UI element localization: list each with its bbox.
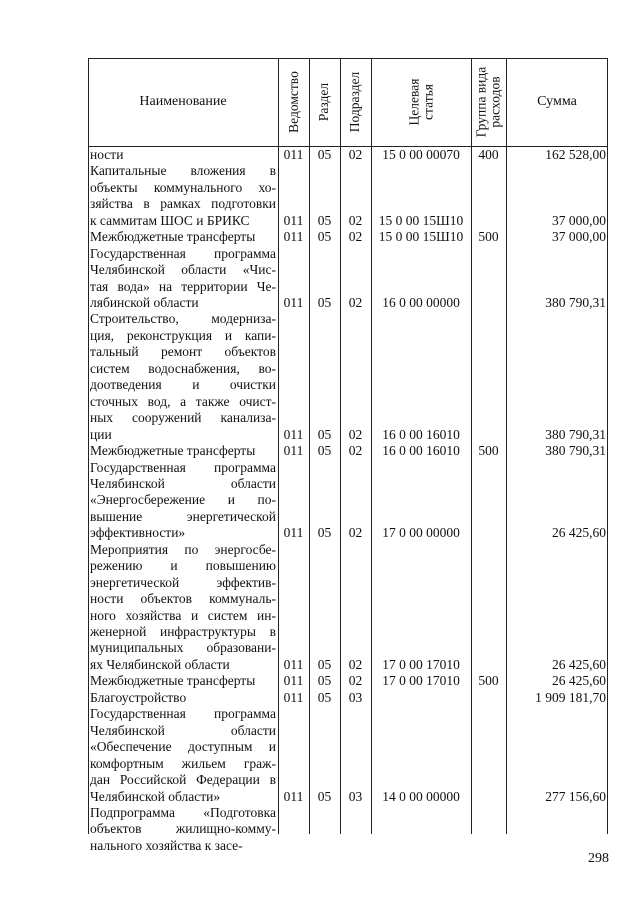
header-celevaya: Целевая статья [406, 78, 435, 126]
name-line: Строительство, модерниза- [90, 311, 276, 327]
name-line: Челябинской области [90, 475, 276, 491]
name-line: объекты коммунального хо- [90, 179, 276, 195]
cell-razdel: 05 [317, 295, 332, 311]
cell-summa: 1 909 181,70 [535, 689, 606, 705]
header-podrazdel: Подраздел [347, 71, 363, 133]
cell-celevaya: 15 0 00 15Ш10 [378, 229, 464, 245]
cell-ved: 011 [283, 146, 304, 162]
cell-podrazdel: 02 [348, 212, 363, 228]
cell-summa: 380 790,31 [545, 295, 606, 311]
row-name [90, 229, 276, 245]
name-line: Межбюджетные трансферты [90, 673, 256, 689]
cell-podrazdel: 02 [348, 229, 363, 245]
cell-razdel: 05 [317, 443, 332, 459]
name-line: Челябинской области [90, 722, 276, 738]
cell-podrazdel: 02 [348, 656, 363, 672]
cell-summa: 37 000,00 [552, 229, 606, 245]
name-line: тая вода» на территории Че- [90, 278, 276, 294]
cell-ved: 011 [283, 229, 304, 245]
cell-podrazdel: 02 [348, 295, 363, 311]
cell-celevaya: 17 0 00 17010 [382, 656, 460, 672]
name-line: лябинской области [90, 295, 199, 311]
name-line: зяйства в рамках подготовки [90, 196, 276, 212]
name-line: Мероприятия по энергосбе- [90, 541, 276, 557]
cell-razdel: 05 [317, 229, 332, 245]
cell-ved: 011 [283, 426, 304, 442]
page-number: 298 [588, 851, 609, 866]
header-gruppa: Группа вида расходов [473, 66, 503, 138]
header-name: Наименование [139, 94, 227, 109]
cell-podrazdel: 02 [348, 525, 363, 541]
row-name [90, 542, 276, 674]
table-row [88, 706, 608, 805]
cell-celevaya: 15 0 00 15Ш10 [378, 212, 464, 228]
cell-ved: 011 [283, 788, 304, 804]
row-name [90, 673, 276, 689]
cell-ved: 011 [283, 689, 304, 705]
cell-razdel: 05 [317, 656, 332, 672]
name-line: муниципальных образовани- [90, 640, 276, 656]
cell-summa: 277 156,60 [545, 788, 606, 804]
table-row [88, 147, 608, 163]
table-row [88, 229, 608, 245]
name-line: Челябинской области «Чис- [90, 262, 276, 278]
row-name [90, 163, 276, 229]
cell-celevaya: 15 0 00 00070 [382, 146, 460, 162]
name-line: эффективности» [90, 525, 186, 541]
name-line: Благоустройство [90, 689, 187, 705]
cell-podrazdel: 03 [348, 788, 363, 804]
name-line: ция, реконструкция и капи- [90, 327, 276, 343]
cell-razdel: 05 [317, 426, 332, 442]
name-line: энергетической эффектив- [90, 574, 276, 590]
table-row [88, 163, 608, 229]
row-name [90, 706, 276, 805]
cell-celevaya: 14 0 00 00000 [382, 788, 460, 804]
cell-summa: 26 425,60 [552, 673, 606, 689]
row-name [90, 246, 276, 312]
cell-summa: 380 790,31 [545, 443, 606, 459]
name-line: доотведения и очистки [90, 377, 276, 393]
cell-summa: 26 425,60 [552, 656, 606, 672]
name-line: Государственная программа [90, 459, 276, 475]
cell-gruppa: 500 [478, 673, 499, 689]
cell-gruppa: 500 [478, 443, 499, 459]
cell-ved: 011 [283, 443, 304, 459]
cell-gruppa: 400 [478, 146, 499, 162]
header-razdel: Раздел [316, 82, 332, 122]
name-line: женерной инфраструктуры в [90, 624, 276, 640]
name-line: систем водоснабжения, во- [90, 360, 276, 376]
name-line: к саммитам ШОС и БРИКС [90, 212, 250, 228]
cell-celevaya: 16 0 00 16010 [382, 443, 460, 459]
table-row [88, 673, 608, 689]
cell-podrazdel: 02 [348, 146, 363, 162]
cell-razdel: 05 [317, 673, 332, 689]
cell-celevaya: 16 0 00 00000 [382, 295, 460, 311]
cell-summa: 162 528,00 [545, 146, 606, 162]
name-line: ного хозяйства и систем ин- [90, 607, 276, 623]
row-name [90, 311, 276, 443]
cell-ved: 011 [283, 212, 304, 228]
name-line: ях Челябинской области [90, 656, 230, 672]
name-line: тальный ремонт объектов [90, 344, 276, 360]
cell-gruppa: 500 [478, 229, 499, 245]
table-row [88, 460, 608, 542]
name-line: Подпрограмма «Подготовка [90, 804, 276, 820]
cell-podrazdel: 02 [348, 443, 363, 459]
cell-razdel: 05 [317, 689, 332, 705]
name-line: ности объектов коммуналь- [90, 591, 276, 607]
name-line: «Обеспечение доступным и [90, 739, 276, 755]
table-row [88, 246, 608, 312]
name-line: «Энергосбережение и по- [90, 492, 276, 508]
table-row [88, 690, 608, 706]
cell-podrazdel: 02 [348, 426, 363, 442]
cell-summa: 380 790,31 [545, 426, 606, 442]
name-line: дан Российской Федерации в [90, 772, 276, 788]
header-ved: Ведомство [285, 71, 301, 133]
cell-ved: 011 [283, 656, 304, 672]
name-line: вышение энергетической [90, 508, 276, 524]
cell-podrazdel: 03 [348, 689, 363, 705]
name-line: Капитальные вложения в [90, 163, 276, 179]
name-line: объектов жилищно-комму- [90, 821, 276, 837]
table-row [88, 443, 608, 459]
name-line: комфортным жильем граж- [90, 755, 276, 771]
cell-ved: 011 [283, 525, 304, 541]
cell-celevaya: 16 0 00 16010 [382, 426, 460, 442]
name-line: Государственная программа [90, 245, 276, 261]
row-name [90, 460, 276, 542]
cell-summa: 37 000,00 [552, 212, 606, 228]
name-line: Межбюджетные трансферты [90, 443, 256, 459]
cell-celevaya: 17 0 00 00000 [382, 525, 460, 541]
name-line: режению и повышению [90, 558, 276, 574]
name-line: сточных вод, а также очист- [90, 393, 276, 409]
cell-ved: 011 [283, 673, 304, 689]
table-row [88, 542, 608, 674]
table-row [88, 312, 608, 444]
table-row [88, 805, 608, 854]
row-name [90, 443, 276, 459]
cell-razdel: 05 [317, 788, 332, 804]
cell-podrazdel: 02 [348, 673, 363, 689]
cell-razdel: 05 [317, 212, 332, 228]
name-line: Межбюджетные трансферты [90, 229, 256, 245]
row-name [90, 147, 276, 163]
budget-table [88, 58, 608, 853]
cell-razdel: 05 [317, 525, 332, 541]
name-line: ции [90, 426, 112, 442]
name-line: Челябинской области» [90, 788, 221, 804]
name-line: Государственная программа [90, 706, 276, 722]
name-line: ности [90, 146, 124, 162]
cell-ved: 011 [283, 295, 304, 311]
row-name [90, 805, 276, 854]
name-line: ных сооружений канализа- [90, 410, 276, 426]
row-name [90, 690, 276, 706]
name-line: нального хозяйства к засе- [90, 837, 243, 853]
header-summa: Сумма [537, 94, 577, 109]
cell-razdel: 05 [317, 146, 332, 162]
cell-summa: 26 425,60 [552, 525, 606, 541]
cell-celevaya: 17 0 00 17010 [382, 673, 460, 689]
